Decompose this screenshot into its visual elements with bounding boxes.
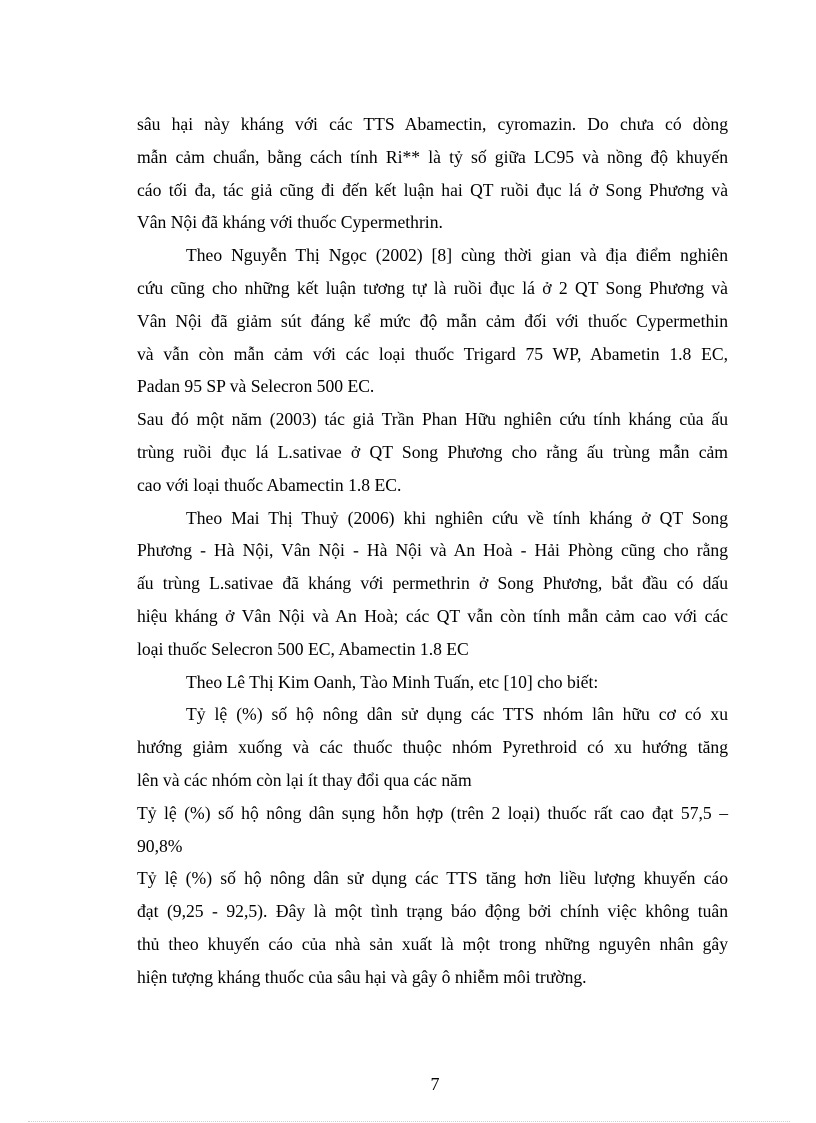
paragraph (137, 403, 728, 501)
paragraph (137, 797, 728, 863)
text-line: Padan 95 SP và Selecron 500 EC. (137, 376, 375, 397)
text-line: hướng giảm xuống và các thuốc thuộc nhóm Pyrethroid có xu hướng tăng (137, 737, 728, 758)
text-line: cáo tối đa, tác giả cũng đi đến kết luận hai QT ruồi đục lá ở Song Phương và (137, 179, 728, 200)
paragraph (137, 862, 728, 993)
text-line: đạt (9,25 - 92,5). Đây là một tình trạng báo động bởi chính việc không tuân (137, 901, 728, 922)
paragraph (137, 108, 728, 239)
text-line: 90,8% (137, 835, 183, 856)
paragraph (137, 502, 728, 666)
paragraph (137, 666, 728, 699)
paragraph (137, 698, 728, 796)
paragraph (137, 239, 728, 403)
text-line: Tỷ lệ (%) số hộ nông dân sử dụng các TTS nhóm lân hữu cơ có xu (186, 704, 728, 725)
text-line: Tỷ lệ (%) số hộ nông dân sử dụng các TTS tăng hơn liều lượng khuyến cáo (137, 868, 728, 889)
text-line: ấu trùng L.sativae đã kháng với permethrin ở Song Phương, bắt đầu có dấu (137, 573, 728, 594)
text-line: trùng ruồi đục lá L.sativae ở QT Song Phương cho rằng ấu trùng mẫn cảm (137, 441, 728, 462)
page-bottom-divider (28, 1121, 790, 1122)
text-line: loại thuốc Selecron 500 EC, Abamectin 1.8 EC (137, 638, 469, 659)
text-line: hiệu kháng ở Vân Nội và An Hoà; các QT vẫn còn tính mẫn cảm cao với các (137, 605, 728, 626)
text-line: thủ theo khuyến cáo của nhà sản xuất là một trong những nguyên nhân gây (137, 933, 728, 954)
text-line: hiện tượng kháng thuốc của sâu hại và gây ô nhiễm môi trường. (137, 966, 587, 987)
text-line: Sau đó một năm (2003) tác giả Trần Phan Hữu nghiên cứu tính kháng của ấu (137, 409, 728, 430)
body-text (137, 108, 728, 994)
text-line: Theo Mai Thị Thuỷ (2006) khi nghiên cứu về tính kháng ở QT Song (186, 507, 728, 528)
text-line: Theo Nguyễn Thị Ngọc (2002) [8] cùng thời gian và địa điểm nghiên (186, 245, 728, 266)
text-line: sâu hại này kháng với các TTS Abamectin, cyromazin. Do chưa có dòng (137, 114, 728, 134)
page-number: 7 (430, 1074, 440, 1094)
text-line: và vẫn còn mẫn cảm với các loại thuốc Trigard 75 WP, Abametin 1.8 EC, (137, 343, 728, 364)
text-line: Phương - Hà Nội, Vân Nội - Hà Nội và An Hoà - Hải Phòng cũng cho rằng (137, 540, 728, 561)
text-line: Vân Nội đã kháng với thuốc Cypermethrin. (137, 212, 443, 233)
text-line: cứu cũng cho những kết luận tương tự là ruồi đục lá ở 2 QT Song Phương và (137, 277, 728, 298)
text-line: lên và các nhóm còn lại ít thay đổi qua các năm (137, 769, 472, 790)
text-line: Vân Nội đã giảm sút đáng kể mức độ mẫn cảm đối với thuốc Cypermethin (137, 310, 728, 331)
text-line: mẫn cảm chuẩn, bằng cách tính Ri** là tỷ số giữa LC95 và nồng độ khuyến (137, 146, 728, 167)
text-line: Tỷ lệ (%) số hộ nông dân sụng hỗn hợp (trên 2 loại) thuốc rất cao đạt 57,5 – (137, 802, 728, 823)
text-line: Theo Lê Thị Kim Oanh, Tào Minh Tuấn, etc [10] cho biết: (186, 671, 599, 692)
text-line: cao với loại thuốc Abamectin 1.8 EC. (137, 474, 402, 495)
